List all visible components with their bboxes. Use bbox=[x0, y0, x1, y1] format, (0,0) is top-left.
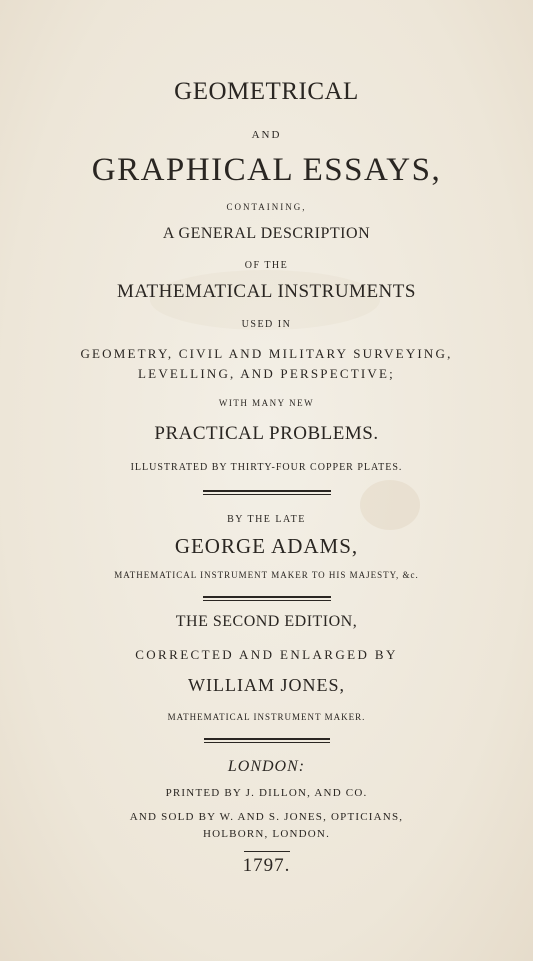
editor-name: WILLIAM JONES, bbox=[188, 675, 345, 695]
by-the-late-text: BY THE LATE bbox=[227, 514, 306, 525]
and-text: AND bbox=[251, 129, 282, 141]
title-line-1: GEOMETRICAL bbox=[174, 78, 359, 105]
author-name: GEORGE ADAMS, bbox=[174, 534, 359, 558]
imprint-place: LONDON: bbox=[227, 758, 306, 775]
general-description: A GENERAL DESCRIPTION bbox=[162, 225, 371, 242]
subjects-line-2: LEVELLING, AND PERSPECTIVE; bbox=[138, 366, 395, 381]
containing-text: CONTAINING, bbox=[226, 202, 307, 212]
used-in-text: USED IN bbox=[241, 319, 292, 330]
practical-problems: PRACTICAL PROBLEMS. bbox=[154, 423, 379, 444]
with-many-new-text: WITH MANY NEW bbox=[218, 398, 315, 408]
imprint-address: HOLBORN, LONDON. bbox=[202, 828, 331, 840]
imprint-year: 1797. bbox=[242, 855, 291, 876]
divider-rule-3 bbox=[204, 738, 330, 743]
divider-rule-2 bbox=[203, 596, 331, 601]
editor-title: MATHEMATICAL INSTRUMENT MAKER. bbox=[167, 712, 366, 722]
divider-rule-4 bbox=[244, 851, 290, 852]
imprint-sold-by: AND SOLD BY W. AND S. JONES, OPTICIANS, bbox=[129, 811, 404, 823]
title-line-2: GRAPHICAL ESSAYS, bbox=[91, 152, 442, 188]
corrected-text: CORRECTED AND ENLARGED BY bbox=[135, 647, 398, 662]
instruments-heading: MATHEMATICAL INSTRUMENTS bbox=[117, 281, 416, 302]
author-title: MATHEMATICAL INSTRUMENT MAKER TO HIS MAJESTY, &c. bbox=[114, 570, 419, 580]
illustrated-text: ILLUSTRATED BY THIRTY-FOUR COPPER PLATES. bbox=[130, 462, 403, 473]
of-the-text: OF THE bbox=[244, 260, 289, 271]
edition-text: THE SECOND EDITION, bbox=[175, 613, 358, 630]
divider-rule-1 bbox=[203, 490, 331, 495]
imprint-printer: PRINTED BY J. DILLON, AND CO. bbox=[165, 787, 368, 799]
subjects-line-1: GEOMETRY, CIVIL AND MILITARY SURVEYING, bbox=[80, 346, 453, 361]
